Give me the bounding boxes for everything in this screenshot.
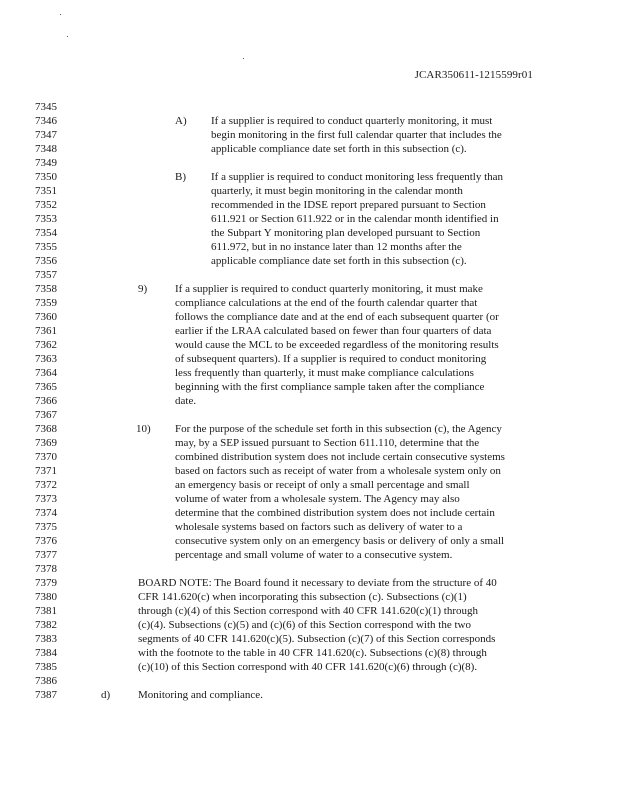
scan-speck	[243, 58, 244, 59]
text-line: consecutive system only on an emergency basis or delivery of only a small	[175, 535, 505, 547]
text-line: less frequently than quarterly, it must make compliance calculations	[175, 367, 474, 379]
scan-speck	[60, 14, 61, 15]
line-number: 7374	[35, 507, 57, 519]
text-line: If a supplier is required to conduct monitoring less frequently than	[211, 171, 504, 183]
text-line: of subsequent quarters). If a supplier is required to conduct monitoring	[175, 353, 487, 365]
item-b-text	[211, 170, 503, 268]
line-number: 7350	[35, 171, 57, 183]
text-line: recommended in the IDSE report prepared pursuant to Section	[211, 199, 486, 211]
text-line: with the footnote to the table in 40 CFR 141.620(c). Subsections (c)(8) through	[138, 647, 487, 659]
line-number: 7367	[35, 409, 57, 421]
text-line: based on factors such as receipt of water from a wholesale system only on	[175, 465, 501, 477]
line-number: 7377	[35, 549, 57, 561]
line-number: 7368	[35, 423, 57, 435]
line-number: 7366	[35, 395, 57, 407]
text-line: quarterly, it must begin monitoring in the calendar month	[211, 185, 463, 197]
item-marker-a: A)	[175, 115, 187, 127]
text-line: BOARD NOTE: The Board found it necessary to deviate from the structure of 40	[138, 577, 497, 589]
line-number: 7378	[35, 563, 57, 575]
line-number: 7352	[35, 199, 57, 211]
item-marker-10: 10)	[136, 423, 151, 435]
text-line: percentage and small volume of water to a consecutive system.	[175, 549, 453, 561]
line-number: 7357	[35, 269, 57, 281]
line-number: 7360	[35, 311, 57, 323]
text-line: follows the compliance date and at the end of each subsequent quarter (or	[175, 311, 499, 323]
item-9-text	[175, 282, 499, 408]
text-line: 611.921 or Section 611.922 or in the calendar month identified in	[211, 213, 499, 225]
text-line: (c)(10) of this Section correspond with 40 CFR 141.620(c)(6) through (c)(8).	[138, 661, 478, 673]
line-number: 7356	[35, 255, 57, 267]
text-line: If a supplier is required to conduct quarterly monitoring, it must	[211, 115, 493, 127]
line-number: 7364	[35, 367, 57, 379]
line-number: 7371	[35, 465, 57, 477]
text-line: wholesale systems based on factors such as delivery of water to a	[175, 521, 463, 533]
text-line: CFR 141.620(c) when incorporating this subsection (c). Subsections (c)(1)	[138, 591, 467, 603]
line-number: 7380	[35, 591, 57, 603]
text-line: combined distribution system does not include certain consecutive systems	[175, 451, 505, 463]
text-line: beginning with the first compliance sample taken after the compliance	[175, 381, 485, 393]
text-line: the Subpart Y monitoring plan developed pursuant to Section	[211, 227, 481, 239]
line-number: 7385	[35, 661, 57, 673]
line-number: 7349	[35, 157, 57, 169]
line-number: 7362	[35, 339, 57, 351]
text-line: may, by a SEP issued pursuant to Section 611.110, determine that the	[175, 437, 480, 449]
text-line: determine that the combined distribution system does not include certain	[175, 507, 495, 519]
line-number: 7383	[35, 633, 57, 645]
line-number: 7361	[35, 325, 57, 337]
text-line: would cause the MCL to be exceeded regardless of the monitoring results	[175, 339, 499, 351]
line-number: 7375	[35, 521, 57, 533]
scan-speck	[67, 36, 68, 37]
line-number: 7372	[35, 479, 57, 491]
text-line: applicable compliance date set forth in this subsection (c).	[211, 255, 467, 267]
line-number: 7365	[35, 381, 57, 393]
text-line: Monitoring and compliance.	[138, 689, 263, 701]
line-number: 7376	[35, 535, 57, 547]
text-line: earlier if the LRAA calculated based on fewer than four quarters of data	[175, 325, 492, 337]
text-line: segments of 40 CFR 141.620(c)(5). Subsection (c)(7) of this Section corresponds	[138, 633, 496, 645]
line-number: 7386	[35, 675, 57, 687]
text-line: If a supplier is required to conduct quarterly monitoring, it must make	[175, 283, 483, 295]
line-number: 7387	[35, 689, 57, 701]
line-number: 7373	[35, 493, 57, 505]
item-10-text	[175, 422, 505, 562]
line-number: 7359	[35, 297, 57, 309]
line-number: 7353	[35, 213, 57, 225]
line-number: 7351	[35, 185, 57, 197]
text-line: through (c)(4) of this Section correspond with 40 CFR 141.620(c)(1) through	[138, 605, 479, 617]
line-number: 7355	[35, 241, 57, 253]
board-note	[138, 576, 497, 674]
item-marker-b: B)	[175, 171, 186, 183]
item-d-text	[138, 688, 263, 702]
item-marker-9: 9)	[138, 283, 148, 295]
line-number: 7363	[35, 353, 57, 365]
text-line: volume of water from a wholesale system. The Agency may also	[175, 493, 460, 505]
text-line: 611.972, but in no instance later than 12 months after the	[211, 241, 462, 253]
line-number: 7354	[35, 227, 57, 239]
line-number: 7384	[35, 647, 57, 659]
line-number-column	[35, 100, 57, 702]
item-a-text	[211, 114, 502, 156]
line-number: 7348	[35, 143, 57, 155]
line-number: 7381	[35, 605, 57, 617]
line-number: 7347	[35, 129, 57, 141]
line-number: 7346	[35, 115, 57, 127]
line-number: 7345	[35, 101, 57, 113]
text-line: compliance calculations at the end of the fourth calendar quarter that	[175, 297, 478, 309]
line-number: 7369	[35, 437, 57, 449]
document-code: JCAR350611-1215599r01	[414, 69, 533, 81]
text-line: begin monitoring in the first full calendar quarter that includes the	[211, 129, 502, 141]
text-line: For the purpose of the schedule set forth in this subsection (c), the Agency	[175, 423, 502, 435]
text-line: an emergency basis or receipt of only a small percentage and small	[175, 479, 470, 491]
text-line: (c)(4). Subsections (c)(5) and (c)(6) of this Section correspond with the two	[138, 619, 471, 631]
line-number: 7358	[35, 283, 57, 295]
text-line: applicable compliance date set forth in this subsection (c).	[211, 143, 467, 155]
line-number: 7370	[35, 451, 57, 463]
item-marker-d: d)	[101, 689, 111, 701]
text-line: date.	[175, 395, 197, 407]
line-number: 7382	[35, 619, 57, 631]
line-number: 7379	[35, 577, 57, 589]
